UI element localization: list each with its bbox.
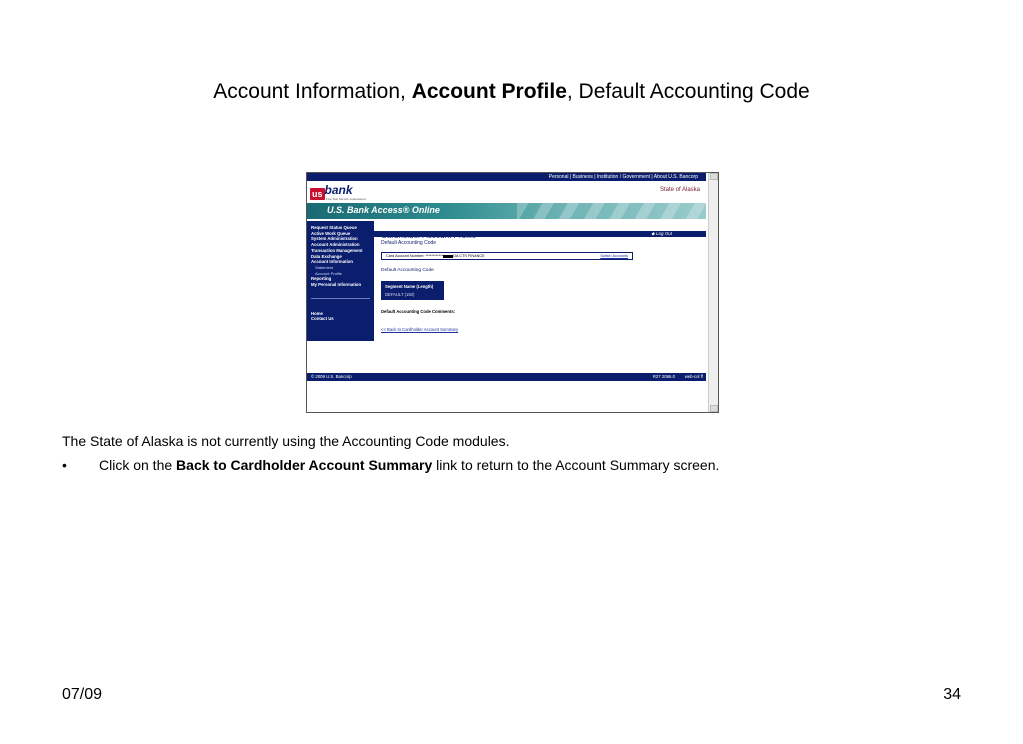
segment-value: DEFAULT (150) — [382, 291, 443, 299]
sidebar-subitem-account-profile[interactable]: Account Profile — [315, 270, 342, 276]
sidebar-item-my-personal-information[interactable]: My Personal Information — [311, 282, 362, 288]
sidebar-menu — [307, 221, 374, 341]
back-to-summary-link[interactable]: << Back to Cardholder Account Summary — [381, 327, 459, 332]
scroll-down-icon[interactable] — [710, 405, 718, 412]
sidebar-divider — [311, 298, 370, 299]
state-label: State of Alaska — [659, 187, 700, 193]
card-account-box: Card Account Number: ************ DA CTS FINANCE Switch Accounts — [381, 252, 633, 260]
bullet-icon: • — [62, 457, 67, 473]
section-title: Default Accounting Code — [381, 268, 434, 273]
body-text: The State of Alaska is not currently using the Accounting Code modules. — [62, 433, 510, 449]
sidebar-subitem-statement[interactable]: Statement — [315, 264, 334, 270]
vertical-scrollbar[interactable] — [708, 173, 718, 412]
sidebar-item-account-information[interactable]: Account Information — [311, 259, 354, 265]
sidebar-item-account-administration[interactable]: Account Administration — [311, 242, 360, 248]
sidebar-item-contact-us[interactable]: Contact Us — [311, 316, 334, 322]
usbank-logo[interactable]: us bank Five Star Service Guaranteed — [312, 183, 366, 201]
segment-table — [381, 281, 444, 300]
sidebar-item-system-administration[interactable]: System Administration — [311, 236, 358, 242]
slide-page-number: 34 — [943, 686, 961, 703]
sidebar-item-active-work-queue[interactable]: Active Work Queue — [311, 230, 351, 236]
sidebar-item-request-status-queue[interactable]: Request Status Queue — [311, 225, 357, 230]
slide-date: 07/09 — [62, 686, 103, 703]
sidebar-item-home[interactable]: Home — [311, 310, 323, 316]
scroll-up-icon[interactable] — [710, 173, 718, 180]
slide-title: Account Information, Account Profile, Default Accounting Code — [213, 80, 810, 103]
segment-header: Segment Name (Length) — [382, 282, 443, 291]
sidebar-item-data-exchange[interactable]: Data Exchange — [311, 253, 342, 259]
redaction-block — [443, 255, 453, 258]
app-screenshot — [306, 172, 719, 413]
top-nav-bar — [307, 173, 706, 181]
page-title: Cardholder Account Profile — [381, 231, 477, 240]
footer-version: R27 2066.0 — [652, 374, 675, 379]
app-footer — [307, 373, 706, 381]
banner-decoration — [517, 203, 707, 219]
footer-copyright: © 2009 U.S. Bancorp — [311, 374, 352, 379]
page-subtitle: Default Accounting Code — [381, 240, 437, 246]
main-content — [374, 221, 706, 371]
switch-accounts-link[interactable]: Switch Accounts — [600, 254, 628, 258]
footer-server: web-col ff — [684, 374, 703, 379]
sidebar-item-transaction-management[interactable]: Transaction Management — [311, 247, 363, 253]
sidebar-item-reporting[interactable]: Reporting — [311, 276, 332, 282]
logout-link[interactable]: ◆ Log Out — [651, 231, 672, 236]
banner-title: U.S. Bank Access® Online — [327, 205, 440, 215]
comments-label: Default Accounting Code Comments: — [381, 309, 456, 314]
top-links[interactable]: Personal | Business | Institution / Government | About U.S. Bancorp — [548, 174, 698, 180]
